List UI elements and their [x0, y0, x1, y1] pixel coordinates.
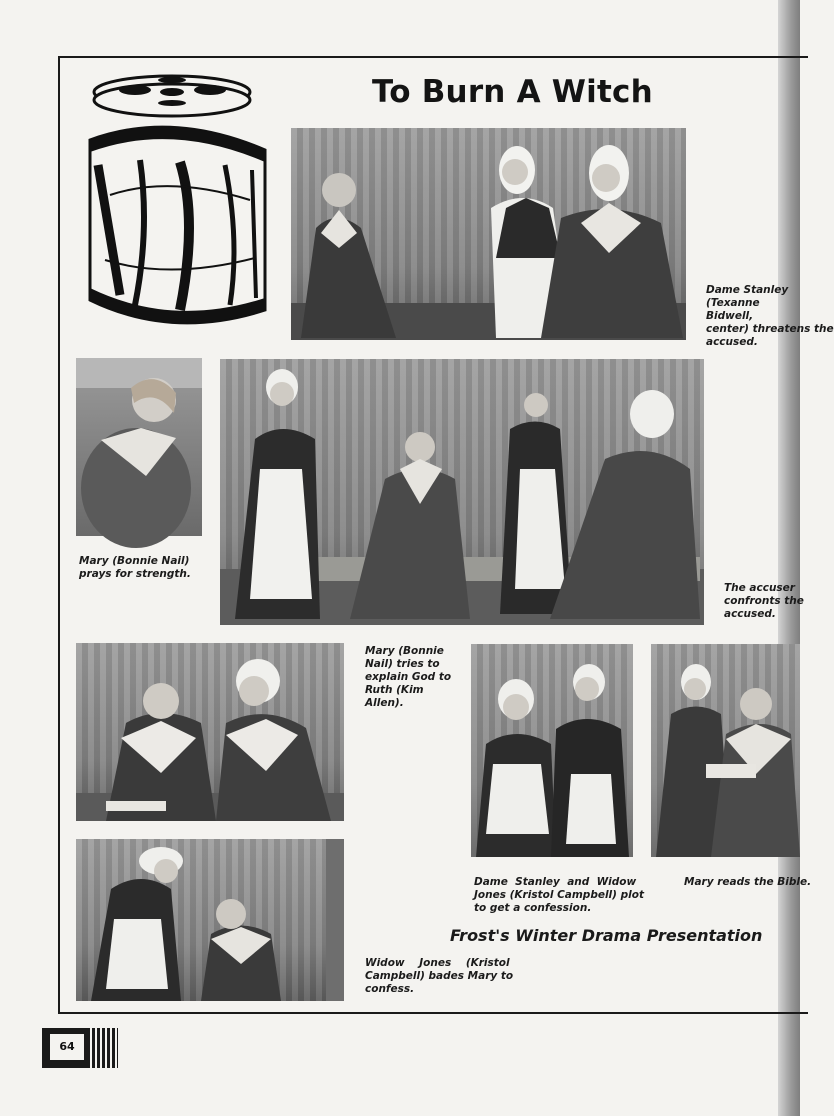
photo-accuser-confronts	[220, 359, 704, 625]
photo-dame-stanley-scene	[291, 128, 686, 340]
caption-widow-jones: Widow Jones (Kristol Campbell) bades Mary to confess.	[365, 957, 514, 995]
caption-mary-explains: Mary (Bonnie Nail) tries to explain God to Ruth (Kim Allen).	[365, 645, 452, 709]
photo-mary-prays	[76, 358, 202, 536]
photo-plot	[471, 644, 633, 857]
page-number-box	[42, 1028, 90, 1068]
photo-mary-reads	[651, 644, 800, 857]
caption-mary-reads: Mary reads the Bible.	[684, 876, 812, 888]
page-title: To Burn A Witch	[372, 74, 653, 110]
photo-widow-jones	[76, 839, 344, 1001]
page-number: 64	[50, 1034, 84, 1060]
page-subtitle: Frost's Winter Drama Presentation	[450, 926, 763, 945]
page-number-tab	[42, 1028, 116, 1068]
caption-plot: Dame Stanley and Widow Jones (Kristol Campbell) plot to get a confession.	[474, 876, 644, 914]
decorative-stripes	[92, 1028, 118, 1068]
caption-mary-prays: Mary (Bonnie Nail) prays for strength.	[79, 555, 191, 580]
caption-accuser: The accuser confronts the accused.	[724, 582, 804, 620]
photo-mary-explains	[76, 643, 344, 821]
film-reel-icon	[80, 70, 275, 345]
caption-dame-stanley: Dame Stanley (Texanne Bidwell, center) threatens the accused.	[706, 284, 834, 348]
